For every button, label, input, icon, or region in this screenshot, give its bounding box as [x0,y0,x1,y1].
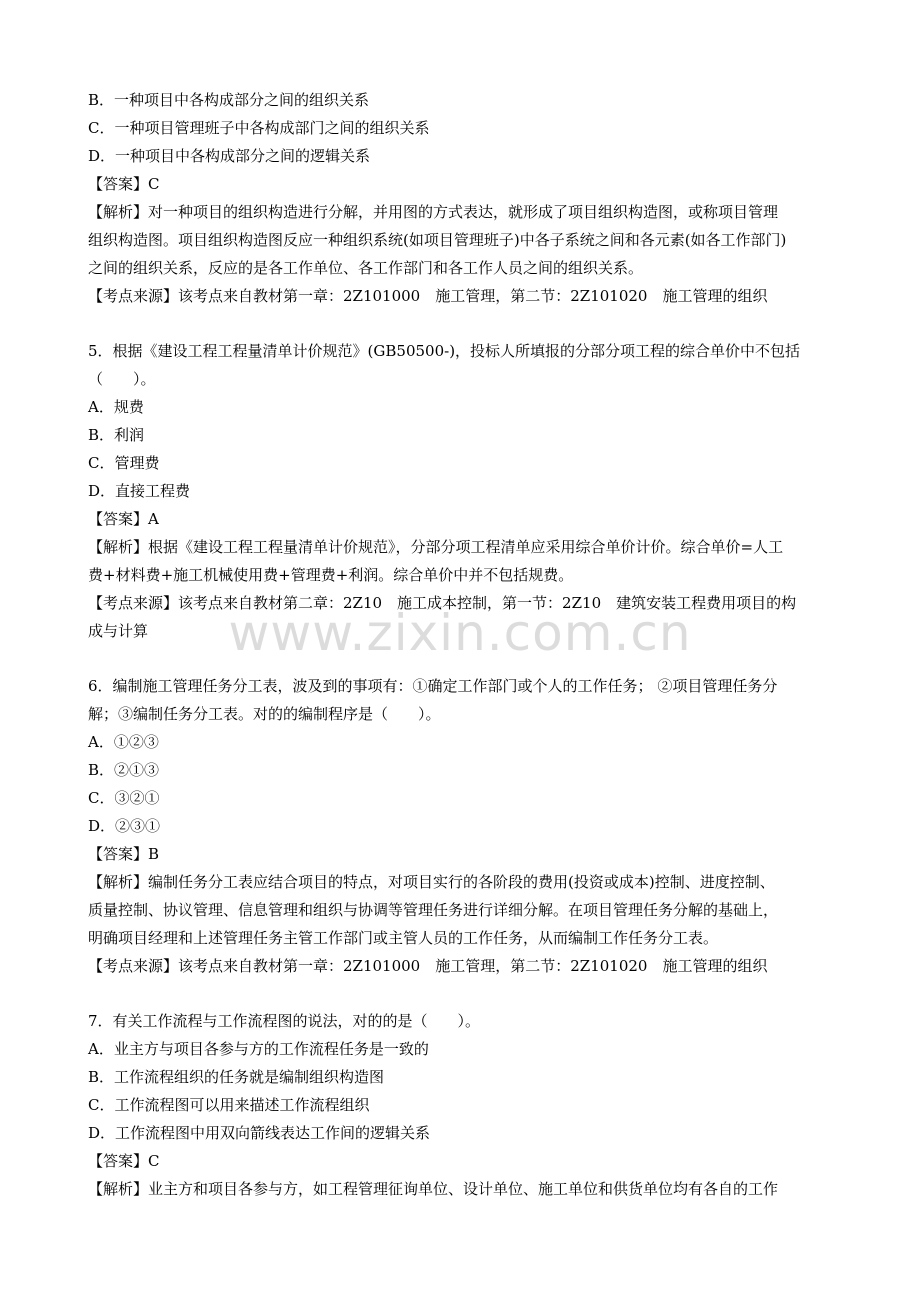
answer-line: 【答案】C [88,175,160,193]
watermark: www.zixin.com.cn [228,604,692,662]
option-b: B．一种项目中各构成部分之间的组织关系 [88,91,370,109]
question-stem: 解；③编制任务分工表。对的的编制程序是（ ）。 [88,705,441,723]
analysis-line: 【解析】编制任务分工表应结合项目的特点，对项目实行的各阶段的费用(投资或成本)控制、进度控制、 [88,873,775,891]
document-page [88,86,848,1203]
question-stem: 6．编制施工管理任务分工表，波及到的事项有：①确定工作部门或个人的工作任务； ②项目管理任务分 [88,677,778,695]
paragraph-gap [88,980,848,1007]
option-d: D．工作流程图中用双向箭线表达工作间的逻辑关系 [88,1124,431,1142]
option-c: C．③②① [88,789,160,807]
question-7 [88,1007,848,1203]
source-line: 成与计算 [88,622,149,640]
option-c: C．管理费 [88,454,160,472]
analysis-line: 明确项目经理和上述管理任务主管工作部门或主管人员的工作任务，从而编制工作任务分工表。 [88,929,719,947]
option-b: B．工作流程组织的任务就是编制组织构造图 [88,1068,385,1086]
answer-line: 【答案】C [88,1152,160,1170]
option-b: B．利润 [88,426,145,444]
question-5 [88,337,848,645]
answer-line: 【答案】B [88,845,160,863]
option-a: A．规费 [88,398,144,416]
source-line: 【考点来源】该考点来自教材第一章：2Z101000 施工管理，第二节：2Z101020 施工管理的组织 [88,957,768,975]
analysis-line: 【解析】对一种项目的组织构造进行分解，并用图的方式表达，就形成了项目组织构造图，或称项目管理 [88,203,779,221]
option-c: C．工作流程图可以用来描述工作流程组织 [88,1096,370,1114]
question-4-tail [88,86,848,310]
option-a: A．业主方与项目各参与方的工作流程任务是一致的 [88,1040,429,1058]
analysis-line: 费+材料费+施工机械使用费+管理费+利润。综合单价中并不包括规费。 [88,566,574,584]
answer-line: 【答案】A [88,510,159,528]
analysis-line: 质量控制、协议管理、信息管理和组织与协调等管理任务进行详细分解。在项目管理任务分解的基础上， [88,901,779,919]
option-d: D．直接工程费 [88,482,191,500]
analysis-line: 之间的组织关系，反应的是各工作单位、各工作部门和各工作人员之间的组织关系。 [88,259,644,277]
option-d: D．一种项目中各构成部分之间的逻辑关系 [88,147,371,165]
analysis-line: 组织构造图。项目组织构造图反应一种组织系统(如项目管理班子)中各子系统之间和各元素(如各工作部门) [88,231,787,249]
analysis-line: 【解析】根据《建设工程工程量清单计价规范》，分部分项工程清单应采用综合单价计价。综合单价=人工 [88,538,784,556]
option-d: D．②③① [88,817,161,835]
option-c: C．一种项目管理班子中各构成部门之间的组织关系 [88,119,430,137]
question-6 [88,672,848,980]
option-b: B．②①③ [88,761,160,779]
paragraph-gap [88,645,848,672]
question-stem: 7．有关工作流程与工作流程图的说法，对的的是（ ）。 [88,1012,481,1030]
paragraph-gap [88,310,848,337]
question-stem: 5．根据《建设工程工程量清单计价规范》(GB50500-)，投标人所填报的分部分项工程的综合单价中不包括 [88,342,801,360]
option-a: A．①②③ [88,733,159,751]
source-line: 【考点来源】该考点来自教材第二章：2Z10 施工成本控制，第一节：2Z10 建筑安装工程费用项目的构 [88,594,797,612]
source-line: 【考点来源】该考点来自教材第一章：2Z101000 施工管理，第二节：2Z101020 施工管理的组织 [88,287,768,305]
question-stem: （ ）。 [88,370,156,388]
analysis-line: 【解析】业主方和项目各参与方，如工程管理征询单位、设计单位、施工单位和供货单位均有各自的工作 [88,1180,779,1198]
